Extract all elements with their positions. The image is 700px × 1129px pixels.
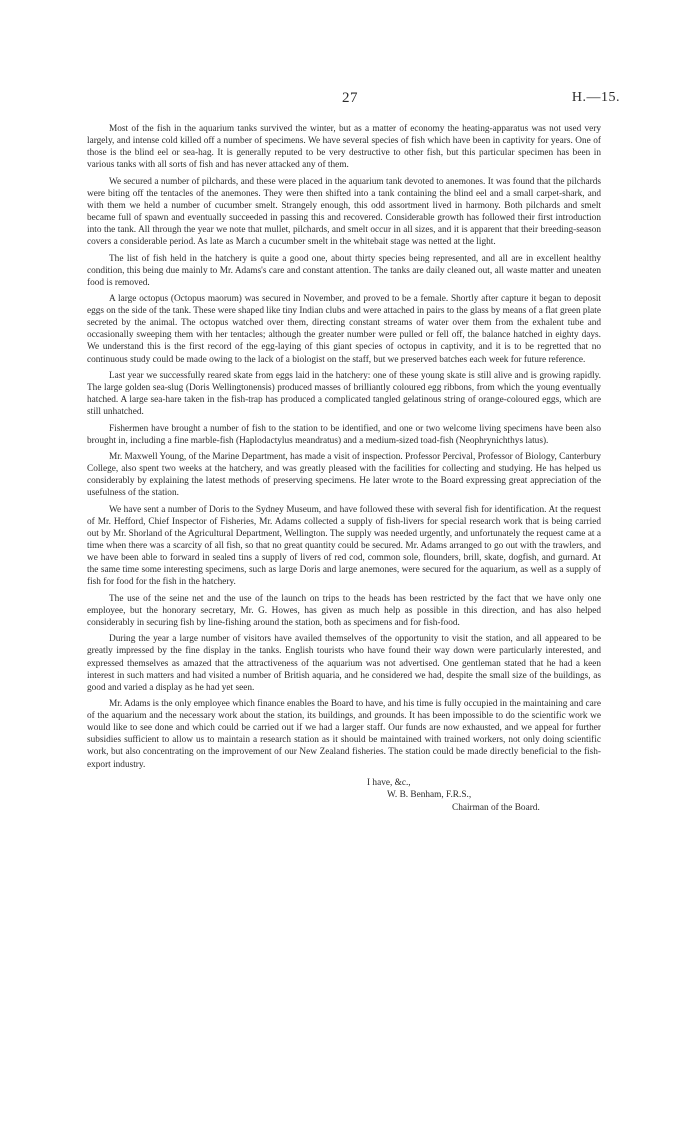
page-header (80, 90, 620, 110)
paragraph-seine-net: The use of the seine net and the use of the launch on trips to the heads has been restricted by the fact that we have only one employee, but the honorary secretary, Mr. G. Howes, has given as much help as possible in this direction, and has also helped considerably in securing fish by line-fishing around the station, both as specimens and for fish-food. (87, 593, 601, 628)
paragraph-pilchards: We secured a number of pilchards, and these were placed in the aquarium tank devoted to anemones. It was found that the pilchards were biting off the tentacles of the anemones. They were then shifted into a tank containing the blind eel and a small carpet-shark, and with them we held a number of cucumber smelt. Strangely enough, this odd assortment lived in harmony. Both pilchards and smelt became full of spawn and eventually succeeded in passing this and recovered. Considerable growth has followed their first introduction into the tank. All through the year we note that mullet, pilchards, and smelt occur in all sizes, and it is apparent that their breeding-season covers a considerable period. As late as March a cucumber smelt in the whitebait stage was netted at the light. (87, 176, 601, 248)
signature-name: W. B. Benham, F.R.S., (387, 790, 472, 801)
signature-title: Chairman of the Board. (452, 802, 540, 813)
paragraph-octopus: A large octopus (Octopus maorum) was secured in November, and proved to be a female. Shortly after capture it began to deposit eggs on the side of the tank. These were shaped like tiny Indian clubs and were attached in pairs to the glass by means of a flat green plate secreted by the animal. The octopus watched over them, directing constant streams of water over them from the exhalent tube and occasionally sweeping them with her tentacles; although the greater number were pulled or fell off, the balance hatched in eighty days. We understand this is the first record of the egg-laying of this giant species of octopus in captivity, and it is to be regretted that no continuous study could be made owing to the lack of a biologist on the staff, but we preserved batches each week for future reference. (87, 294, 601, 365)
paragraph-aquarium-winter: Most of the fish in the aquarium tanks survived the winter, but as a matter of economy the heating-apparatus was not used very largely, and intense cold killed off a number of specimens. We have several species of fish which have been in captivity for years. One of those is the blind eel or sea-hag. It is generally reputed to be very destructive to other fish, but this particular specimen has been in various tanks with all sorts of fish and has never attacked any of them. (87, 124, 601, 171)
signature-closing: I have, &c., (367, 777, 411, 788)
report-body (87, 123, 601, 814)
paragraph-tourists: During the year a large number of visitors have availed themselves of the opportunity to visit the station, and all appeared to be greatly impressed by the fine display in the tanks. English tourists who have found their way down were particularly interested, and expressed themselves as amazed that the attractiveness of the aquarium was not advertised. One gentleman stated that he had a keen interest in such matters and had visited a number of British aquaria, and he considered we had, despite the small size of the buildings, as good and varied a display as he had yet seen. (87, 634, 601, 693)
paragraph-staff-funding: Mr. Adams is the only employee which finance enables the Board to have, and his time is fully occupied in the maintaining and care of the aquarium and the necessary work about the station, its buildings, and grounds. It has been impossible to do the scientific work we would like to see done and which could be carried out if we had a larger staff. Our funds are now exhausted, and we appeal for further subsidies sufficient to allow us to maintain a research station as it should be maintained with trained workers, not only doing scientific work, but also concentrating on the improvement of our New Zealand fisheries. The station could be made directly beneficial to the fish-export industry. (87, 699, 601, 770)
paragraph-hatchery-list: The list of fish held in the hatchery is quite a good one, about thirty species being represented, and all are in excellent healthy condition, this being due mainly to Mr. Adams's care and constant attention. The tanks are daily cleaned out, all waste matter and uneaten food is removed. (87, 253, 601, 288)
paragraph-doris-fish-livers: We have sent a number of Doris to the Sydney Museum, and have followed these with several fish for identification. At the request of Mr. Hefford, Chief Inspector of Fisheries, Mr. Adams collected a supply of fish-livers for special research work that is being carried out by Mr. Shorland of the Agricultural Department, Wellington. The supply was needed urgently, and unfortunately the request came at a time when there was a scarcity of all fish, so that no great quantity could be secured. Mr. Adams arranged to go out with the trawlers, and we have been able to forward in sealed tins a supply of livers of red cod, common sole, flounders, brill, skate, dogfish, and gurnard. At the same time some interesting specimens, such as large Doris and large anemones, were secured for the aquarium, as well as a supply of fish for food for the fish in the hatchery. (87, 504, 601, 588)
signature-block (87, 777, 601, 815)
document-reference: H.—15. (571, 90, 620, 105)
paragraph-fishermen: Fishermen have brought a number of fish to the station to be identified, and one or two welcome living specimens have been also brought in, including a fine marble-fish (Haplodactylus meandratus) and a medium-sized toad-fish (Neophrynichthys latus). (87, 423, 601, 446)
page-number: 27 (342, 90, 358, 106)
paragraph-skate: Last year we successfully reared skate from eggs laid in the hatchery: one of these young skate is still alive and is growing rapidly. The large golden sea-slug (Doris Wellingtonensis) produced masses of brilliantly coloured egg ribbons, from which the young eventually hatched. A large sea-hare taken in the fish-trap has produced a complicated tangled gelatinous string of orange-coloured eggs, which are still unhatched. (87, 370, 601, 418)
paragraph-visitors-inspection: Mr. Maxwell Young, of the Marine Department, has made a visit of inspection. Professor Percival, Professor of Biology, Canterbury College, also spent two weeks at the hatchery, and was greatly pleased with the facilities for collecting and studying. He has helped us considerably by explaining the latest methods of preserving specimens. He later wrote to the Board expressing great appreciation of the usefulness of the station. (87, 452, 601, 499)
